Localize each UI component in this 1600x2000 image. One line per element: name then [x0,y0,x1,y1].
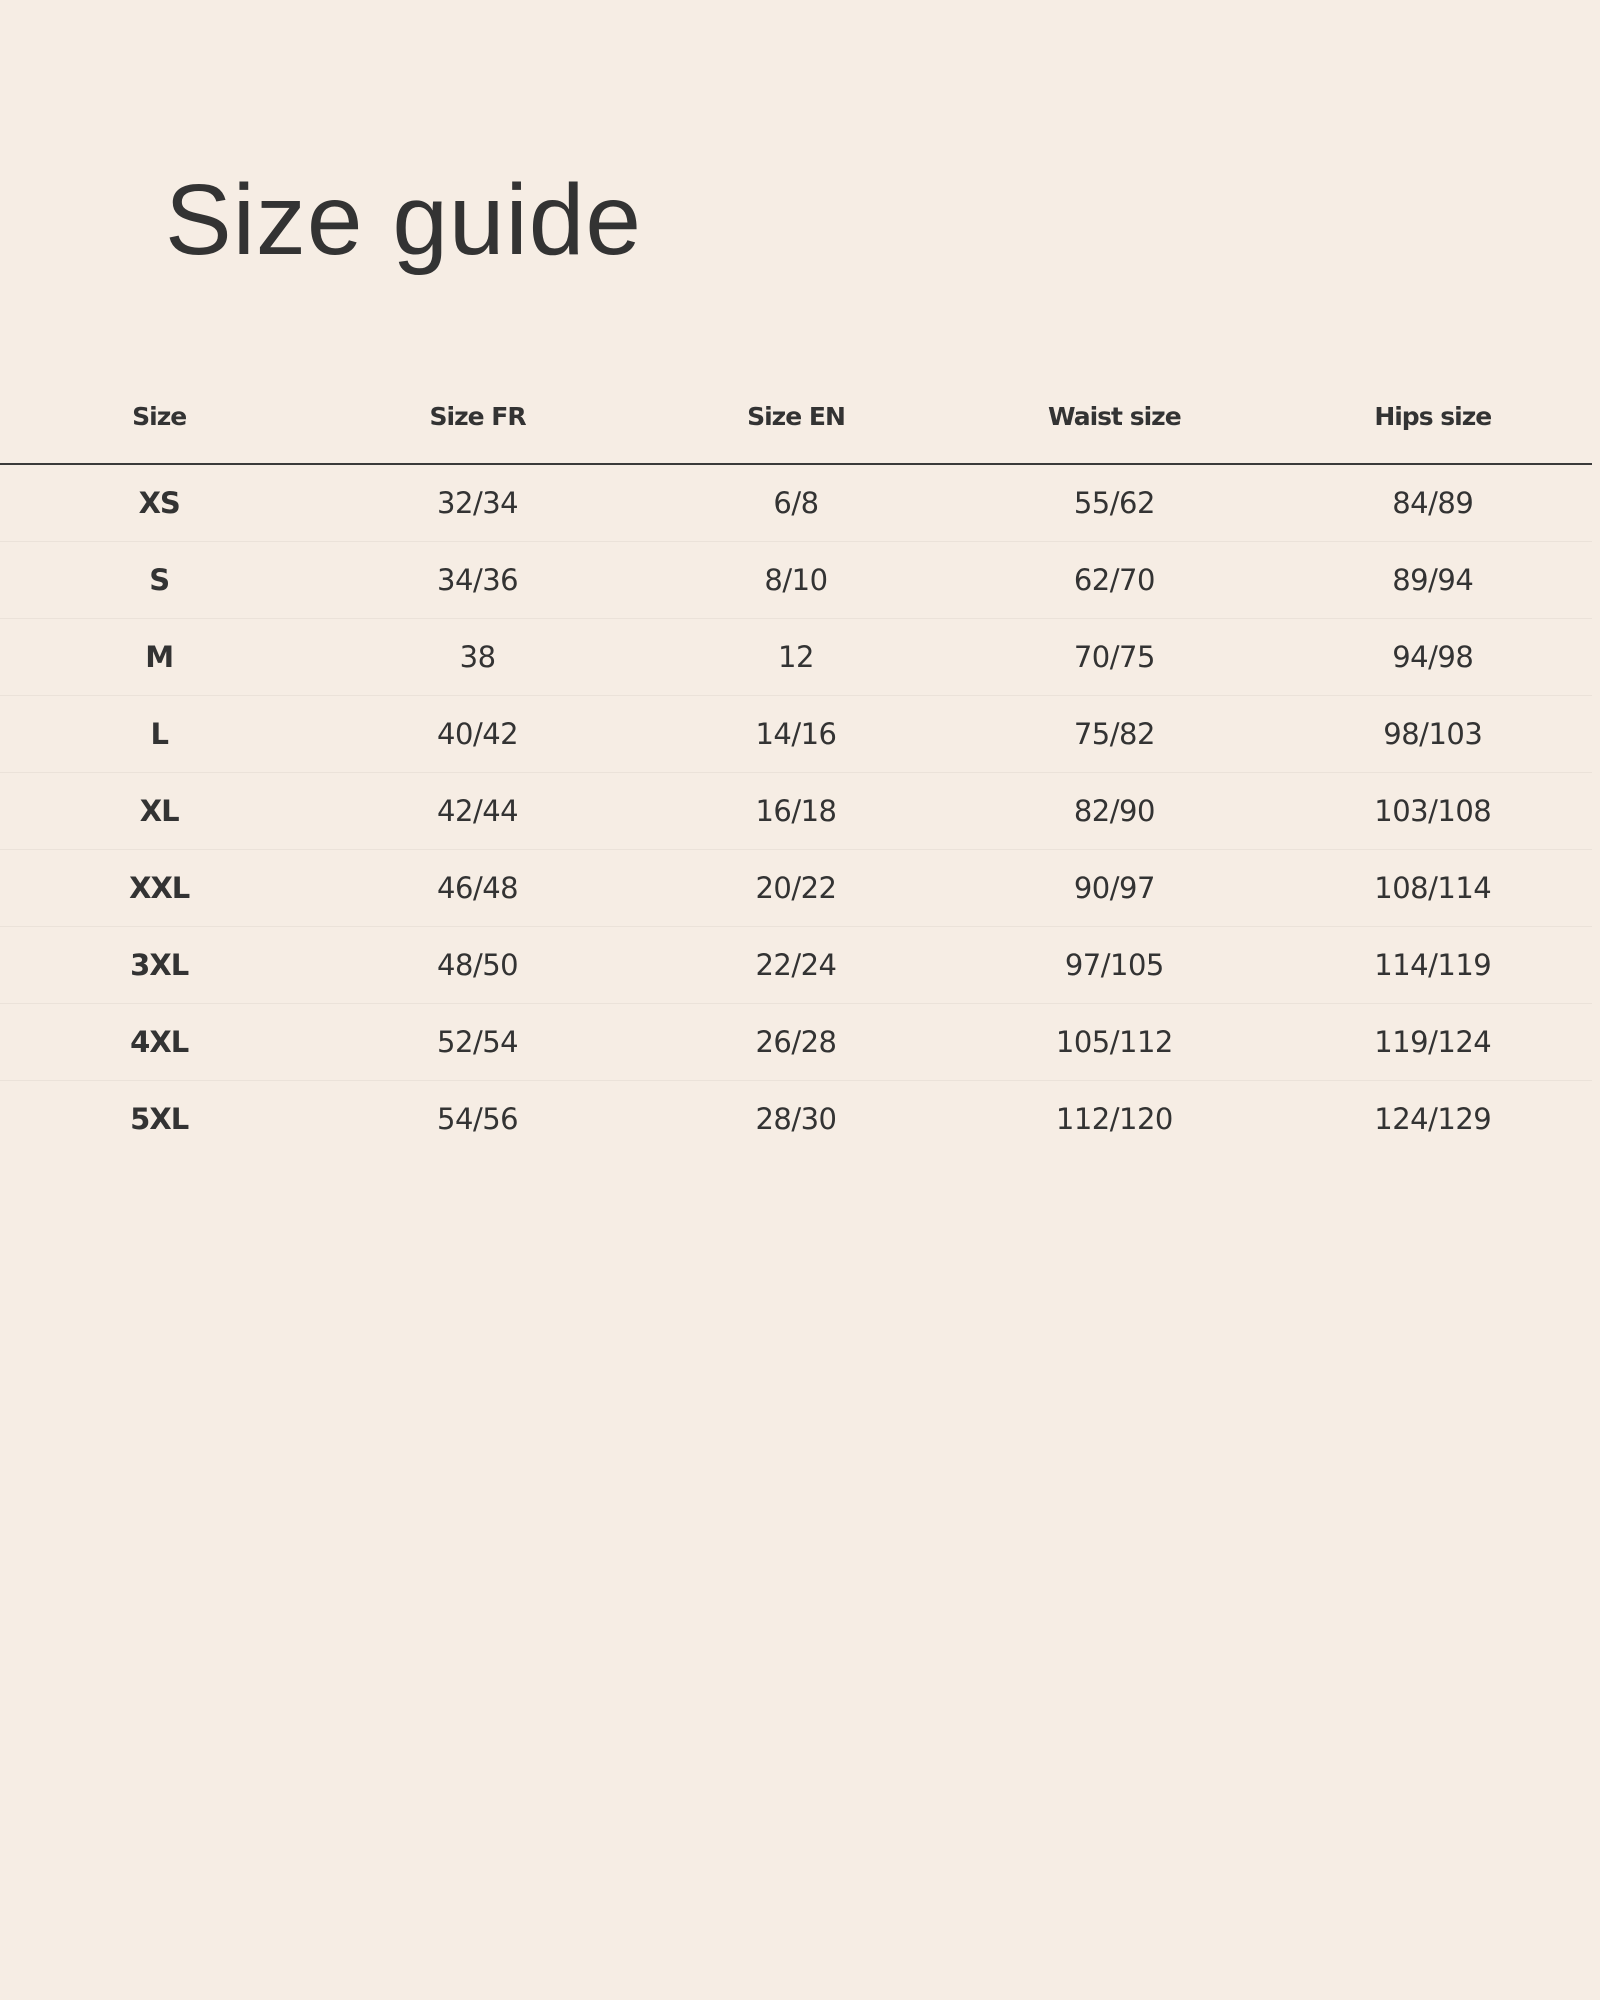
column-header-size: Size [0,373,318,464]
table-body [0,464,1592,1157]
hips-size-cell: 98/103 [1274,696,1592,773]
size-fr-cell: 40/42 [318,696,636,773]
table-row [0,542,1592,619]
size-cell: L [0,696,318,773]
table-row [0,619,1592,696]
table-row [0,773,1592,850]
column-header-hips-size: Hips size [1274,373,1592,464]
size-cell: 5XL [130,1102,189,1136]
table-header-row [0,373,1592,464]
waist-size-cell: 112/120 [1055,1102,1173,1136]
size-en-cell: 22/24 [637,927,955,1004]
waist-size-cell: 75/82 [955,696,1273,773]
waist-size-cell: 90/97 [955,850,1273,927]
waist-size-cell: 62/70 [955,542,1273,619]
hips-size-cell: 108/114 [1274,850,1592,927]
size-guide-table [0,373,1592,1157]
size-en-cell: 12 [637,619,955,696]
hips-size-cell: 119/124 [1274,1004,1592,1081]
size-fr-cell: 54/56 [437,1102,519,1136]
size-fr-cell: 32/34 [318,464,636,542]
page-title: Size guide [165,164,642,276]
hips-size-cell: 89/94 [1274,542,1592,619]
hips-size-cell: 124/129 [1374,1102,1492,1136]
size-en-cell: 28/30 [755,1102,837,1136]
column-header-waist-size: Waist size [955,373,1273,464]
hips-size-cell: 94/98 [1274,619,1592,696]
size-fr-cell: 42/44 [318,773,636,850]
size-fr-cell: 52/54 [318,1004,636,1081]
size-en-cell: 6/8 [637,464,955,542]
hips-size-cell: 103/108 [1274,773,1592,850]
hips-size-cell: 84/89 [1274,464,1592,542]
size-cell: XL [0,773,318,850]
size-fr-cell: 48/50 [318,927,636,1004]
size-cell: M [0,619,318,696]
waist-size-cell: 70/75 [955,619,1273,696]
table-row [0,850,1592,927]
table-row [0,927,1592,1004]
column-header-size-en: Size EN [637,373,955,464]
size-en-cell: 26/28 [637,1004,955,1081]
size-fr-cell: 34/36 [318,542,636,619]
table-row [0,464,1592,542]
size-cell: XS [0,464,318,542]
size-cell: S [0,542,318,619]
table-row [0,696,1592,773]
waist-size-cell: 105/112 [955,1004,1273,1081]
size-fr-cell: 46/48 [318,850,636,927]
size-cell: 3XL [0,927,318,1004]
table-row [0,1081,1592,1158]
hips-size-cell: 114/119 [1274,927,1592,1004]
table-row [0,1004,1592,1081]
column-header-size-fr: Size FR [318,373,636,464]
size-fr-cell: 38 [318,619,636,696]
size-en-cell: 20/22 [637,850,955,927]
size-cell: XXL [0,850,318,927]
size-en-cell: 8/10 [637,542,955,619]
waist-size-cell: 55/62 [955,464,1273,542]
size-cell: 4XL [0,1004,318,1081]
size-en-cell: 16/18 [637,773,955,850]
waist-size-cell: 97/105 [955,927,1273,1004]
size-en-cell: 14/16 [637,696,955,773]
waist-size-cell: 82/90 [955,773,1273,850]
